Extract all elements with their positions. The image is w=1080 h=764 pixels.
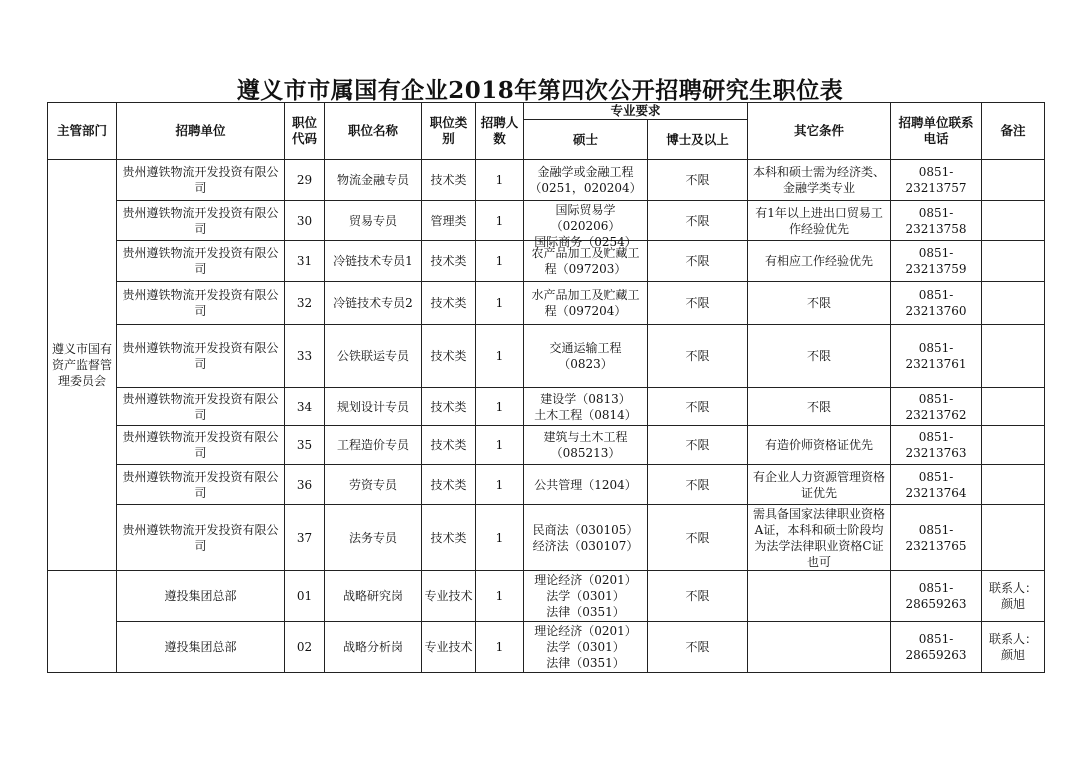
cell-count bbox=[476, 571, 524, 622]
header-master: 硕士 bbox=[524, 120, 648, 160]
cell-other-text: 不限 bbox=[807, 349, 832, 363]
cell-count bbox=[476, 160, 524, 201]
cell-doctor bbox=[648, 241, 748, 282]
table-row bbox=[48, 388, 1045, 426]
cell-phone bbox=[891, 426, 982, 465]
cell-position-text: 战略研究岗 bbox=[342, 589, 403, 603]
cell-code bbox=[285, 325, 325, 388]
cell-major bbox=[524, 571, 648, 622]
cell-phone bbox=[891, 622, 982, 673]
header-category: 职位类别 bbox=[422, 103, 476, 160]
cell-count bbox=[476, 505, 524, 571]
header-dept: 主管部门 bbox=[48, 103, 117, 160]
cell-count bbox=[476, 241, 524, 282]
cell-major-text: 理论经济（0201） 法学（0301） 法律（0351） bbox=[534, 624, 637, 670]
cell-count-text: 1 bbox=[495, 477, 504, 492]
cell-doctor-text: 不限 bbox=[685, 438, 710, 452]
cell-code bbox=[285, 160, 325, 201]
cell-unit bbox=[117, 388, 285, 426]
cell-code bbox=[285, 388, 325, 426]
cell-doctor-text: 不限 bbox=[685, 477, 710, 492]
cell-doctor-text: 不限 bbox=[685, 254, 710, 268]
cell-phone bbox=[891, 325, 982, 388]
cell-code-text: 29 bbox=[296, 173, 313, 187]
cell-other bbox=[748, 160, 891, 201]
cell-note bbox=[982, 388, 1045, 426]
cell-code-text: 33 bbox=[296, 349, 313, 363]
cell-other bbox=[748, 465, 891, 505]
cell-other bbox=[748, 325, 891, 388]
cell-doctor-text: 不限 bbox=[685, 589, 710, 603]
cell-major-text: 理论经济（0201） 法学（0301） 法律（0351） bbox=[534, 573, 637, 619]
cell-category bbox=[422, 388, 476, 426]
cell-doctor-text: 不限 bbox=[685, 640, 710, 654]
cell-other-text: 不限 bbox=[807, 399, 832, 414]
cell-category-text: 专业技术 bbox=[424, 640, 473, 654]
cell-phone bbox=[891, 160, 982, 201]
cell-major bbox=[524, 388, 648, 426]
cell-doctor-text: 不限 bbox=[685, 399, 710, 414]
cell-major bbox=[524, 325, 648, 388]
cell-category-text: 技术类 bbox=[430, 399, 467, 414]
cell-note-text: 联系人：颜旭 bbox=[989, 632, 1038, 662]
cell-code bbox=[285, 426, 325, 465]
cell-phone bbox=[891, 505, 982, 571]
cell-note bbox=[982, 201, 1045, 241]
cell-major bbox=[524, 465, 648, 505]
table-body bbox=[48, 160, 1045, 673]
cell-other-text: 不限 bbox=[807, 296, 832, 310]
cell-phone-text: 0851-28659263 bbox=[905, 581, 967, 611]
cell-phone-text: 0851-23213763 bbox=[905, 430, 967, 460]
cell-note bbox=[982, 465, 1045, 505]
cell-other-text: 有1年以上进出口贸易工作经验优先 bbox=[755, 205, 883, 236]
cell-code-text: 31 bbox=[296, 254, 313, 268]
cell-phone bbox=[891, 201, 982, 241]
cell-position bbox=[325, 325, 422, 388]
cell-category-text: 管理类 bbox=[430, 213, 467, 228]
cell-category-text: 技术类 bbox=[430, 254, 467, 268]
header-position: 职位名称 bbox=[325, 103, 422, 160]
cell-phone-text: 0851-23213759 bbox=[905, 246, 967, 276]
header-doctor: 博士及以上 bbox=[648, 120, 748, 160]
cell-note bbox=[982, 622, 1045, 673]
cell-note bbox=[982, 505, 1045, 571]
cell-unit-text: 贵州遵铁物流开发投资有限公司 bbox=[122, 165, 279, 195]
table-row bbox=[48, 160, 1045, 201]
cell-position-text: 公铁联运专员 bbox=[336, 349, 409, 363]
cell-major-text: 金融学或金融工程 （0251，020204） bbox=[529, 165, 642, 195]
cell-category bbox=[422, 622, 476, 673]
cell-code-text: 36 bbox=[296, 477, 313, 492]
cell-phone-text: 0851-23213761 bbox=[905, 341, 967, 371]
cell-dept: 遵义市国有资产监督管理委员会 bbox=[48, 160, 117, 571]
table-row bbox=[48, 201, 1045, 241]
table-row bbox=[48, 241, 1045, 282]
cell-phone bbox=[891, 465, 982, 505]
header-major-group: 专业要求 bbox=[524, 103, 748, 120]
cell-count-text: 1 bbox=[495, 254, 504, 268]
cell-other bbox=[748, 241, 891, 282]
cell-unit bbox=[117, 426, 285, 465]
cell-major-text: 国际贸易学 （020206） 国际商务（0254） bbox=[534, 202, 637, 249]
cell-phone bbox=[891, 388, 982, 426]
cell-unit bbox=[117, 571, 285, 622]
cell-major-text: 建设学（0813） 土木工程（0814） bbox=[534, 391, 637, 422]
cell-unit bbox=[117, 325, 285, 388]
cell-other bbox=[748, 201, 891, 241]
table-row bbox=[48, 282, 1045, 325]
cell-doctor bbox=[648, 622, 748, 673]
cell-doctor-text: 不限 bbox=[685, 296, 710, 310]
cell-category bbox=[422, 201, 476, 241]
cell-note-text: 联系人：颜旭 bbox=[989, 581, 1038, 611]
cell-note bbox=[982, 325, 1045, 388]
cell-dept-empty bbox=[48, 571, 117, 673]
cell-doctor bbox=[648, 160, 748, 201]
cell-phone-text: 0851-23213762 bbox=[905, 391, 967, 422]
cell-doctor bbox=[648, 505, 748, 571]
cell-doctor bbox=[648, 388, 748, 426]
cell-major bbox=[524, 505, 648, 571]
table-row bbox=[48, 325, 1045, 388]
cell-code-text: 34 bbox=[296, 399, 313, 414]
cell-unit bbox=[117, 465, 285, 505]
cell-position bbox=[325, 465, 422, 505]
cell-major bbox=[524, 622, 648, 673]
cell-count-text: 1 bbox=[495, 438, 504, 452]
cell-major bbox=[524, 426, 648, 465]
cell-position bbox=[325, 426, 422, 465]
cell-position-text: 法务专员 bbox=[348, 530, 397, 545]
cell-major bbox=[524, 160, 648, 201]
table-row bbox=[48, 622, 1045, 673]
cell-phone-text: 0851-23213760 bbox=[905, 288, 967, 318]
cell-category-text: 技术类 bbox=[430, 530, 467, 545]
cell-position-text: 规划设计专员 bbox=[336, 399, 409, 414]
cell-position bbox=[325, 622, 422, 673]
cell-count bbox=[476, 325, 524, 388]
table-row bbox=[48, 426, 1045, 465]
cell-phone-text: 0851-23213764 bbox=[905, 469, 967, 500]
cell-count bbox=[476, 465, 524, 505]
cell-major-text: 农产品加工及贮藏工程（097203） bbox=[531, 246, 640, 276]
cell-other bbox=[748, 282, 891, 325]
cell-code-text: 35 bbox=[296, 438, 313, 452]
cell-position-text: 劳资专员 bbox=[348, 477, 397, 492]
cell-major-text: 公共管理（1204） bbox=[534, 477, 637, 492]
cell-count bbox=[476, 201, 524, 241]
cell-position bbox=[325, 201, 422, 241]
cell-major-text: 水产品加工及贮藏工程（097204） bbox=[531, 288, 640, 318]
cell-count bbox=[476, 622, 524, 673]
cell-other-text: 有造价师资格证优先 bbox=[765, 438, 874, 452]
cell-unit-text: 遵投集团总部 bbox=[164, 640, 237, 654]
cell-code bbox=[285, 282, 325, 325]
cell-major-text: 交通运输工程 （0823） bbox=[549, 341, 622, 371]
header-other: 其它条件 bbox=[748, 103, 891, 160]
cell-category bbox=[422, 571, 476, 622]
page-title: 遵义市市属国有企业2018年第四次公开招聘研究生职位表 bbox=[236, 77, 844, 104]
cell-code bbox=[285, 201, 325, 241]
cell-phone-text: 0851-23213765 bbox=[905, 522, 967, 553]
header-unit: 招聘单位 bbox=[117, 103, 285, 160]
cell-count bbox=[476, 388, 524, 426]
header-count: 招聘人数 bbox=[476, 103, 524, 160]
cell-position-text: 工程造价专员 bbox=[336, 438, 409, 452]
cell-position bbox=[325, 241, 422, 282]
cell-category bbox=[422, 160, 476, 201]
cell-count bbox=[476, 426, 524, 465]
cell-unit bbox=[117, 505, 285, 571]
cell-unit bbox=[117, 622, 285, 673]
cell-category bbox=[422, 241, 476, 282]
cell-category bbox=[422, 282, 476, 325]
cell-count-text: 1 bbox=[495, 399, 504, 414]
cell-phone-text: 0851-28659263 bbox=[905, 632, 967, 662]
cell-major bbox=[524, 282, 648, 325]
cell-doctor-text: 不限 bbox=[685, 349, 710, 363]
cell-category-text: 技术类 bbox=[430, 173, 467, 187]
cell-unit-text: 贵州遵铁物流开发投资有限公司 bbox=[122, 469, 279, 500]
cell-other bbox=[748, 622, 891, 673]
cell-other-text: 本科和硕士需为经济类、金融学类专业 bbox=[753, 165, 886, 195]
cell-code bbox=[285, 622, 325, 673]
cell-unit-text: 遵投集团总部 bbox=[164, 589, 237, 603]
table-row bbox=[48, 571, 1045, 622]
cell-code-text: 30 bbox=[296, 213, 313, 228]
cell-phone bbox=[891, 241, 982, 282]
cell-other bbox=[748, 505, 891, 571]
cell-category-text: 技术类 bbox=[430, 349, 467, 363]
cell-category bbox=[422, 465, 476, 505]
cell-position bbox=[325, 571, 422, 622]
cell-other-text: 有企业人力资源管理资格证优先 bbox=[753, 469, 886, 500]
cell-count-text: 1 bbox=[495, 349, 504, 363]
cell-doctor bbox=[648, 282, 748, 325]
cell-count-text: 1 bbox=[495, 640, 504, 654]
cell-unit-text: 贵州遵铁物流开发投资有限公司 bbox=[122, 205, 279, 236]
cell-unit-text: 贵州遵铁物流开发投资有限公司 bbox=[122, 391, 279, 422]
cell-position bbox=[325, 282, 422, 325]
cell-position bbox=[325, 160, 422, 201]
cell-count-text: 1 bbox=[495, 296, 504, 310]
cell-unit-text: 贵州遵铁物流开发投资有限公司 bbox=[122, 522, 279, 553]
cell-major bbox=[524, 241, 648, 282]
cell-other bbox=[748, 388, 891, 426]
cell-code bbox=[285, 465, 325, 505]
cell-unit bbox=[117, 160, 285, 201]
cell-position-text: 冷链技术专员2 bbox=[333, 296, 413, 310]
cell-category bbox=[422, 505, 476, 571]
cell-position-text: 贸易专员 bbox=[348, 213, 397, 228]
header-remark: 备注 bbox=[982, 103, 1045, 160]
cell-doctor bbox=[648, 325, 748, 388]
cell-category-text: 技术类 bbox=[430, 296, 467, 310]
cell-position-text: 战略分析岗 bbox=[342, 640, 403, 654]
cell-count-text: 1 bbox=[495, 589, 504, 603]
cell-unit bbox=[117, 241, 285, 282]
cell-other-text: 有相应工作经验优先 bbox=[765, 254, 874, 268]
cell-count-text: 1 bbox=[495, 530, 504, 545]
cell-note bbox=[982, 282, 1045, 325]
header-code: 职位代码 bbox=[285, 103, 325, 160]
cell-unit-text: 贵州遵铁物流开发投资有限公司 bbox=[122, 341, 279, 371]
cell-phone bbox=[891, 571, 982, 622]
cell-other bbox=[748, 426, 891, 465]
table-row bbox=[48, 465, 1045, 505]
cell-count bbox=[476, 282, 524, 325]
cell-doctor bbox=[648, 426, 748, 465]
cell-code-text: 37 bbox=[296, 530, 313, 545]
cell-position-text: 冷链技术专员1 bbox=[333, 254, 413, 268]
cell-code bbox=[285, 571, 325, 622]
cell-other-text: 需具备国家法律职业资格A证，本科和硕士阶段均为法学法律职业资格C证也可 bbox=[753, 506, 886, 569]
cell-major-text: 民商法（030105） 经济法（030107） bbox=[532, 522, 639, 553]
cell-position-text: 物流金融专员 bbox=[336, 173, 409, 187]
cell-phone bbox=[891, 282, 982, 325]
cell-category-text: 专业技术 bbox=[424, 589, 473, 603]
cell-unit-text: 贵州遵铁物流开发投资有限公司 bbox=[122, 246, 279, 276]
cell-code-text: 01 bbox=[296, 589, 313, 603]
cell-phone-text: 0851-23213757 bbox=[905, 165, 967, 195]
header-phone: 招聘单位联系电话 bbox=[891, 103, 982, 160]
table-row bbox=[48, 505, 1045, 571]
cell-note bbox=[982, 241, 1045, 282]
cell-note bbox=[982, 160, 1045, 201]
cell-major bbox=[524, 201, 648, 249]
cell-code bbox=[285, 241, 325, 282]
job-table bbox=[47, 102, 1045, 673]
cell-unit bbox=[117, 282, 285, 325]
cell-count-text: 1 bbox=[495, 173, 504, 187]
cell-position bbox=[325, 505, 422, 571]
cell-code-text: 32 bbox=[296, 296, 313, 310]
cell-unit-text: 贵州遵铁物流开发投资有限公司 bbox=[122, 430, 279, 460]
cell-unit bbox=[117, 201, 285, 241]
cell-doctor bbox=[648, 201, 748, 241]
cell-doctor-text: 不限 bbox=[685, 213, 710, 228]
cell-doctor-text: 不限 bbox=[685, 173, 710, 187]
cell-note bbox=[982, 426, 1045, 465]
cell-category bbox=[422, 426, 476, 465]
cell-unit-text: 贵州遵铁物流开发投资有限公司 bbox=[122, 288, 279, 318]
cell-category-text: 技术类 bbox=[430, 438, 467, 452]
cell-category bbox=[422, 325, 476, 388]
cell-phone-text: 0851-23213758 bbox=[905, 205, 967, 236]
cell-major-text: 建筑与土木工程 （085213） bbox=[543, 430, 628, 460]
cell-note bbox=[982, 571, 1045, 622]
cell-doctor-text: 不限 bbox=[685, 530, 710, 545]
cell-code-text: 02 bbox=[296, 640, 313, 654]
cell-category-text: 技术类 bbox=[430, 477, 467, 492]
cell-position bbox=[325, 388, 422, 426]
cell-count-text: 1 bbox=[495, 213, 504, 228]
cell-doctor bbox=[648, 571, 748, 622]
cell-doctor bbox=[648, 465, 748, 505]
cell-code bbox=[285, 505, 325, 571]
cell-other bbox=[748, 571, 891, 622]
